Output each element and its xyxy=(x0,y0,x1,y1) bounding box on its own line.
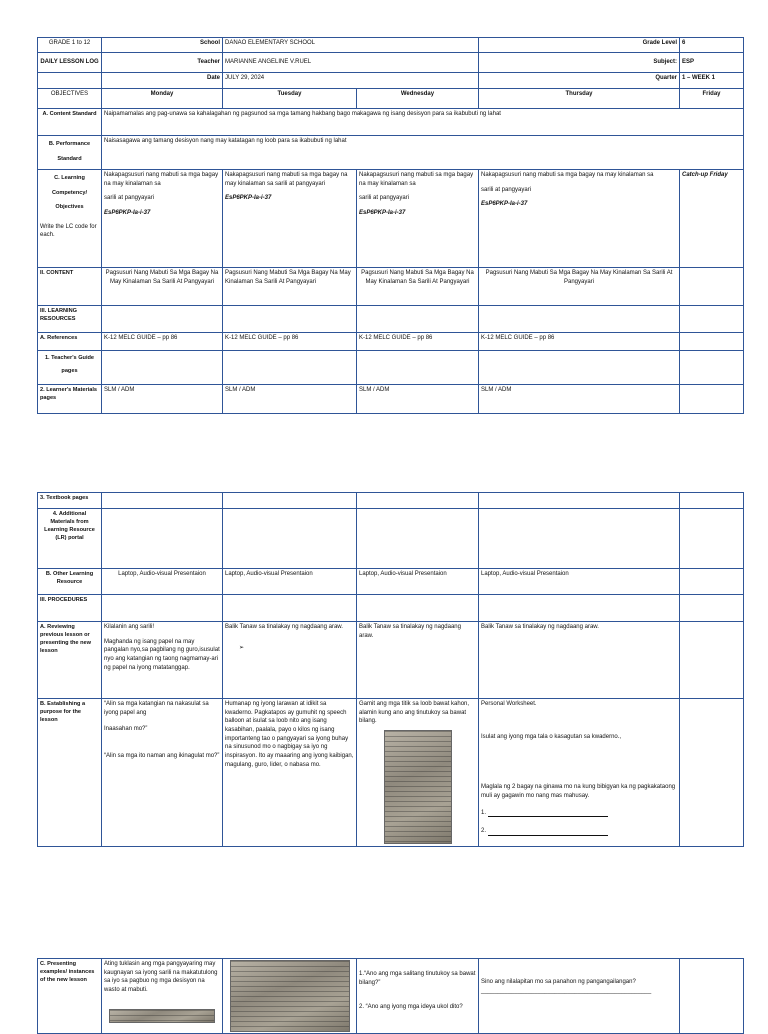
lc-thursday-code: EsP6PKP-Ia-i-37 xyxy=(481,201,528,208)
blank-cell xyxy=(479,351,680,385)
content-label: II. CONTENT xyxy=(38,268,102,306)
learners-materials-label: 2. Learner's Materials pages xyxy=(38,385,102,414)
blank-cell xyxy=(357,351,479,385)
procedures-label: III. PROCEDURES xyxy=(38,595,102,622)
establishing-thursday-title: Personal Worksheet. xyxy=(481,701,537,707)
lc-monday-text: Nakapagsusuri nang mabuti sa mga bagay na may kinalaman sa xyxy=(104,172,219,187)
lc-friday: Catch-up Friday xyxy=(680,170,744,268)
references-wednesday: K-12 MELC GUIDE – pp 86 xyxy=(357,333,479,351)
blank-cell xyxy=(680,569,744,595)
establishing-label: B. Establishing a purpose for the lesson xyxy=(38,699,102,847)
teachers-guide-label: 1. Teacher's Guide pages xyxy=(38,351,102,385)
blank-cell xyxy=(223,595,357,622)
other-resources-tuesday: Laptop, Audio-visual Presentaion xyxy=(223,569,357,595)
blank-cell xyxy=(680,595,744,622)
answer-line-2-number: 2. xyxy=(481,828,487,835)
blank-cell xyxy=(479,306,680,333)
references-thursday: K-12 MELC GUIDE – pp 86 xyxy=(479,333,680,351)
lc-thursday xyxy=(479,170,680,268)
lc-tuesday xyxy=(223,170,357,268)
reviewing-wednesday: Balik Tanaw sa tinalakay ng nagdaang araw. xyxy=(357,622,479,699)
blank-cell xyxy=(357,509,479,569)
establishing-wednesday-text: Gamit ang mga titik sa loob bawat kahon, alamin kung ano ang tinutukoy sa bawat bilang. xyxy=(359,701,470,725)
lesson-log-header-table xyxy=(37,37,744,414)
learning-competency-cell xyxy=(38,170,102,268)
blank-cell xyxy=(479,493,680,509)
learners-materials-thursday: SLM / ADM xyxy=(479,385,680,414)
other-resources-wednesday: Laptop, Audio-visual Presentaion xyxy=(357,569,479,595)
blank-cell xyxy=(102,595,223,622)
references-monday: K-12 MELC GUIDE – pp 86 xyxy=(102,333,223,351)
other-resources-label: B. Other Learning Resource xyxy=(38,569,102,595)
blank-cell xyxy=(223,351,357,385)
references-label: A. References xyxy=(38,333,102,351)
blank-cell xyxy=(223,509,357,569)
objectives-heading: OBJECTIVES xyxy=(38,89,102,109)
teacher-value: MARIANNE ANGELINE V.RUEL xyxy=(223,53,479,73)
performance-standard-text: Naisasagawa ang tamang desisyon nang may katatagan ng loob para sa ikabubuti ng lahat xyxy=(102,136,744,170)
reviewing-tuesday xyxy=(223,622,357,699)
answer-line-1-number: 1. xyxy=(481,809,487,816)
school-value: DANAO ELEMENTARY SCHOOL xyxy=(223,38,479,53)
reviewing-label: A. Reviewing previous lesson or presenting the new lesson xyxy=(38,622,102,699)
blank-cell xyxy=(680,351,744,385)
presenting-wednesday-q2: 2. “Ano ang iyong mga ideya ukol dito? xyxy=(359,1004,463,1011)
subject-label: Subject: xyxy=(479,53,680,73)
learning-resources-label: III. LEARNING RESOURCES xyxy=(38,306,102,333)
date-label: Date xyxy=(102,73,223,89)
performance-standard-label: B. Performance Standard xyxy=(38,136,102,170)
content-wednesday: Pagsusuri Nang Mabuti Sa Mga Bagay Na May Kinalaman Sa Sarili At Pangyayari xyxy=(357,268,479,306)
lesson-log-resources-table xyxy=(37,492,744,847)
textbook-label: 3. Textbook pages xyxy=(38,493,102,509)
blank-cell xyxy=(680,622,744,699)
establishing-wednesday xyxy=(357,699,479,847)
blank-cell xyxy=(102,493,223,509)
blank-cell xyxy=(223,306,357,333)
establishing-thursday-task: Maglala ng 2 bagay na ginawa mo na kung bibigyan ka ng pagkakataong muli ay gagawin mo nang mas mahusay. xyxy=(481,784,676,800)
establishing-monday-q2: “Alin sa mga ito naman ang ikinagulat mo?” xyxy=(104,753,220,760)
presenting-wednesday xyxy=(357,959,479,1034)
blank-cell xyxy=(102,509,223,569)
blank-cell xyxy=(680,493,744,509)
reviewing-thursday: Balik Tanaw sa tinalakay ng nagdaang araw. xyxy=(479,622,680,699)
blank-cell xyxy=(357,493,479,509)
reviewing-monday xyxy=(102,622,223,699)
presenting-thursday-text: Sino ang nilalapitan mo sa panahon ng pangangailangan? ___________________________________________________ xyxy=(481,979,652,994)
establishing-monday-q1: “Alin sa mga katangian na nakasulat sa iyong papel ang xyxy=(104,701,209,716)
lc-wednesday xyxy=(357,170,479,268)
content-friday xyxy=(680,268,744,306)
school-label: School xyxy=(102,38,223,53)
establishing-tuesday: Humanap ng iyong larawan at idikit sa kwaderno. Pagkatapos ay gumuhit ng speech balloon at isulat sa loob nito ang isang kasabihan, paalala, payo o kilos ng isang importanteng tao o pangyayari sa iyong buhay na sinusunod mo o nagbigay sa iyo ng inspirasyon. Ito ay maaaring ang iyong kaibigan, magulang, guro, lider, o nabasa mo. xyxy=(223,699,357,847)
lc-wednesday-code: EsP6PKP-Ia-i-37 xyxy=(359,210,406,217)
content-thursday: Pagsusuri Nang Mabuti Sa Mga Bagay Na May Kinalaman Sa Sarili At Pangyayari xyxy=(479,268,680,306)
worksheet-photo xyxy=(384,730,452,844)
blank-cell xyxy=(223,493,357,509)
references-tuesday: K-12 MELC GUIDE – pp 86 xyxy=(223,333,357,351)
lc-monday-text-2: sarili at pangyayari xyxy=(104,195,155,202)
learners-materials-monday: SLM / ADM xyxy=(102,385,223,414)
other-resources-monday: Laptop, Audio-visual Presentaion xyxy=(102,569,223,595)
day-wednesday: Wednesday xyxy=(357,89,479,109)
lc-code-note: Write the LC code for each. xyxy=(40,223,97,239)
lc-wednesday-text: Nakapagsusuri nang mabuti sa mga bagay na may kinalaman sa xyxy=(359,172,474,187)
lc-tuesday-text: Nakapagsusuri nang mabuti sa mga bagay na may kinalaman sa sarili at pangyayari xyxy=(225,172,348,187)
lc-tuesday-code: EsP6PKP-Ia-i-37 xyxy=(225,195,272,202)
grade-range: GRADE 1 to 12 xyxy=(38,38,102,53)
content-monday: Pagsusuri Nang Mabuti Sa Mga Bagay Na May Kinalaman Sa Sarili At Pangyayari xyxy=(102,268,223,306)
day-thursday: Thursday xyxy=(479,89,680,109)
establishing-thursday-instruction: Isulat ang iyong mga tala o kasagutan sa kwaderno., xyxy=(481,733,622,740)
learning-competency-label: C. Learning Competency/ Objectives xyxy=(51,175,88,211)
lc-thursday-text-2: sarili at pangyayari xyxy=(481,186,532,193)
day-monday: Monday xyxy=(102,89,223,109)
establishing-thursday xyxy=(479,699,680,847)
answer-blank xyxy=(488,810,608,817)
blank-cell xyxy=(680,333,744,351)
subject-value: ESP xyxy=(680,53,744,73)
answer-line-1 xyxy=(481,809,677,818)
blank-cell xyxy=(680,959,744,1034)
presenting-monday xyxy=(102,959,223,1034)
answer-blank xyxy=(488,829,608,836)
reviewing-tuesday-text: Balik Tanaw sa tinalakay ng nagdaang araw. xyxy=(225,624,343,630)
grade-level-label: Grade Level xyxy=(479,38,680,53)
blank-cell xyxy=(102,306,223,333)
blank-cell xyxy=(680,509,744,569)
daily-lesson-log-title: DAILY LESSON LOG xyxy=(38,53,102,73)
content-tuesday: Pagsusuri Nang Mabuti Sa Mga Bagay Na May Kinalaman Sa Sarili At Pangyayari xyxy=(223,268,357,306)
answer-line-2 xyxy=(481,827,677,836)
blank-cell xyxy=(102,351,223,385)
quarter-label: Quarter xyxy=(479,73,680,89)
blank-cell xyxy=(479,595,680,622)
presenting-wednesday-q1: 1.“Ano ang mga salitang tinutukoy sa bawat bilang?” xyxy=(359,971,476,986)
date-value: JULY 29, 2024 xyxy=(223,73,479,89)
blank-cell xyxy=(680,699,744,847)
content-standard-text: Naipamamalas ang pag-unawa sa kahalagahan ng pagsunod sa mga tamang hakbang bago makagawa ng isang desisyon para sa ikabubuti ng lahat xyxy=(102,109,744,136)
blank-cell xyxy=(680,385,744,414)
lesson-photo xyxy=(109,1009,215,1023)
day-friday: Friday xyxy=(680,89,744,109)
other-resources-thursday: Laptop, Audio-visual Presentaion xyxy=(479,569,680,595)
day-tuesday: Tuesday xyxy=(223,89,357,109)
arrow-bullet-icon: ➢ xyxy=(239,644,245,651)
blank-cell xyxy=(357,306,479,333)
learners-materials-wednesday: SLM / ADM xyxy=(357,385,479,414)
lc-wednesday-text-2: sarili at pangyayari xyxy=(359,195,410,202)
establishing-monday-q1b: Inaasahan mo?” xyxy=(104,726,148,733)
lesson-photo xyxy=(230,960,350,1032)
presenting-label: C. Presenting examples/ instances of the new lesson xyxy=(38,959,102,1034)
lc-thursday-text: Nakapagsusuri nang mabuti sa mga bagay na may kinalaman sa xyxy=(481,172,654,178)
learners-materials-tuesday: SLM / ADM xyxy=(223,385,357,414)
presenting-thursday xyxy=(479,959,680,1034)
establishing-monday xyxy=(102,699,223,847)
reviewing-monday-title: Kilalanin ang sarili! xyxy=(104,624,155,630)
blank-cell xyxy=(357,595,479,622)
blank-cell xyxy=(479,509,680,569)
lc-monday xyxy=(102,170,223,268)
lesson-log-procedures-table xyxy=(37,958,744,1034)
lc-monday-code: EsP6PKP-Ia-i-37 xyxy=(104,210,151,217)
grade-level-value: 6 xyxy=(680,38,744,53)
presenting-tuesday xyxy=(223,959,357,1034)
content-standard-label: A. Content Standard xyxy=(38,109,102,136)
blank-cell xyxy=(38,73,102,89)
presenting-monday-text: Ating tuklasin ang mga pangyayaring may kaugnayan sa iyong sarili na makatutulong sa iyo sa pagbuo ng mga desisyon na wasto at mabuti. xyxy=(104,961,218,994)
quarter-value: 1 – WEEK 1 xyxy=(680,73,744,89)
blank-cell xyxy=(680,306,744,333)
additional-materials-label: 4. Additional Materials from Learning Resource (LR) portal xyxy=(38,509,102,569)
teacher-label: Teacher xyxy=(102,53,223,73)
reviewing-monday-text: Maghanda ng isang papel na may pangalan nyo,sa pagbilang ng guro,isusulat nyo ang katangian ng taong nagmamay-ari ng papel na iyong matatanggap. xyxy=(104,638,220,671)
